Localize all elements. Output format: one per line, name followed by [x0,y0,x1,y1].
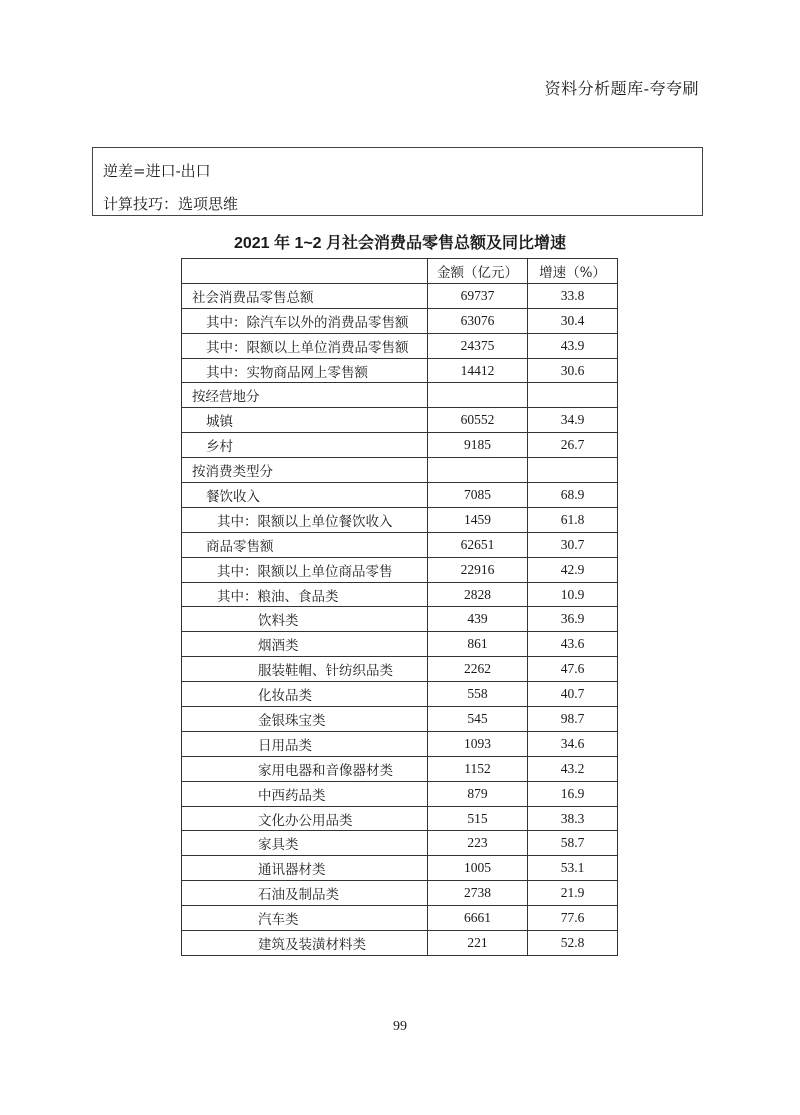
table-header-row [182,259,618,284]
row-label: 其中：限额以上单位餐饮收入 [182,507,428,532]
column-header-category [182,259,428,284]
row-growth: 26.7 [528,433,618,458]
row-amount: 1152 [428,756,528,781]
row-amount: 22916 [428,557,528,582]
row-growth: 34.9 [528,408,618,433]
table-row [182,458,618,483]
note-line-formula: 逆差=进口-出口 [103,162,211,180]
row-amount: 439 [428,607,528,632]
row-growth: 21.9 [528,881,618,906]
row-growth: 16.9 [528,781,618,806]
table-row [182,806,618,831]
table-row [182,707,618,732]
row-amount: 6661 [428,906,528,931]
row-amount [428,458,528,483]
page-number: 99 [393,1019,407,1034]
row-amount: 62651 [428,532,528,557]
row-label: 其中：除汽车以外的消费品零售额 [182,308,428,333]
row-amount: 2738 [428,881,528,906]
row-growth: 58.7 [528,831,618,856]
row-growth: 61.8 [528,507,618,532]
row-growth: 77.6 [528,906,618,931]
row-growth: 34.6 [528,731,618,756]
table-row [182,781,618,806]
row-amount: 558 [428,682,528,707]
row-growth: 33.8 [528,283,618,308]
table-row [182,532,618,557]
row-label: 化妆品类 [182,682,428,707]
row-growth: 47.6 [528,657,618,682]
row-growth: 38.3 [528,806,618,831]
row-amount: 24375 [428,333,528,358]
row-label: 家具类 [182,831,428,856]
column-header-growth: 增速（%） [528,259,618,284]
row-growth: 30.6 [528,358,618,383]
row-growth: 40.7 [528,682,618,707]
table-row [182,557,618,582]
row-label: 其中：实物商品网上零售额 [182,358,428,383]
row-label: 乡村 [182,433,428,458]
note-box [92,147,703,216]
table-row [182,856,618,881]
table-row [182,632,618,657]
row-label: 建筑及装潢材料类 [182,931,428,956]
row-amount: 879 [428,781,528,806]
row-amount: 2828 [428,582,528,607]
row-amount: 1093 [428,731,528,756]
table-row [182,682,618,707]
row-growth: 10.9 [528,582,618,607]
table-row [182,308,618,333]
row-label: 中西药品类 [182,781,428,806]
row-label: 城镇 [182,408,428,433]
table-row [182,906,618,931]
row-amount: 69737 [428,283,528,308]
row-amount: 223 [428,831,528,856]
row-growth [528,383,618,408]
row-growth: 43.2 [528,756,618,781]
row-label: 按经营地分 [182,383,428,408]
table-row [182,582,618,607]
table-row [182,408,618,433]
table-title: 2021 年 1~2 月社会消费品零售总额及同比增速 [233,235,567,252]
row-growth: 30.7 [528,532,618,557]
row-growth: 43.6 [528,632,618,657]
table-row [182,657,618,682]
row-amount: 2262 [428,657,528,682]
row-amount: 7085 [428,483,528,508]
row-label: 饮料类 [182,607,428,632]
header-brand-text: 资料分析题库-夸夸刷 [544,79,699,98]
retail-sales-table [181,258,618,956]
row-label: 服装鞋帽、针纺织品类 [182,657,428,682]
row-label: 商品零售额 [182,532,428,557]
row-amount [428,383,528,408]
row-growth: 52.8 [528,931,618,956]
row-label: 按消费类型分 [182,458,428,483]
row-amount: 545 [428,707,528,732]
row-label: 汽车类 [182,906,428,931]
table-row [182,881,618,906]
table-row [182,756,618,781]
table-row [182,433,618,458]
row-growth: 53.1 [528,856,618,881]
row-amount: 9185 [428,433,528,458]
row-label: 日用品类 [182,731,428,756]
row-label: 其中：限额以上单位消费品零售额 [182,333,428,358]
row-amount: 14412 [428,358,528,383]
table-row [182,333,618,358]
row-label: 社会消费品零售总额 [182,283,428,308]
row-label: 文化办公用品类 [182,806,428,831]
table-row [182,383,618,408]
table-body [182,283,618,955]
row-label: 金银珠宝类 [182,707,428,732]
table-row [182,931,618,956]
row-label: 家用电器和音像器材类 [182,756,428,781]
table-row [182,507,618,532]
row-label: 烟酒类 [182,632,428,657]
row-amount: 1459 [428,507,528,532]
row-amount: 861 [428,632,528,657]
row-growth: 68.9 [528,483,618,508]
table-row [182,358,618,383]
table-row [182,831,618,856]
row-growth: 98.7 [528,707,618,732]
row-growth: 43.9 [528,333,618,358]
row-growth [528,458,618,483]
table-row [182,283,618,308]
row-label: 石油及制品类 [182,881,428,906]
row-label: 餐饮收入 [182,483,428,508]
row-amount: 1005 [428,856,528,881]
table-row [182,731,618,756]
row-growth: 42.9 [528,557,618,582]
column-header-amount: 金额（亿元） [428,259,528,284]
row-label: 通讯器材类 [182,856,428,881]
row-growth: 30.4 [528,308,618,333]
row-label: 其中：粮油、食品类 [182,582,428,607]
note-line-tip: 计算技巧：选项思维 [103,195,239,213]
row-amount: 63076 [428,308,528,333]
table-row [182,607,618,632]
row-label: 其中：限额以上单位商品零售 [182,557,428,582]
row-amount: 221 [428,931,528,956]
row-amount: 515 [428,806,528,831]
row-growth: 36.9 [528,607,618,632]
table-row [182,483,618,508]
row-amount: 60552 [428,408,528,433]
